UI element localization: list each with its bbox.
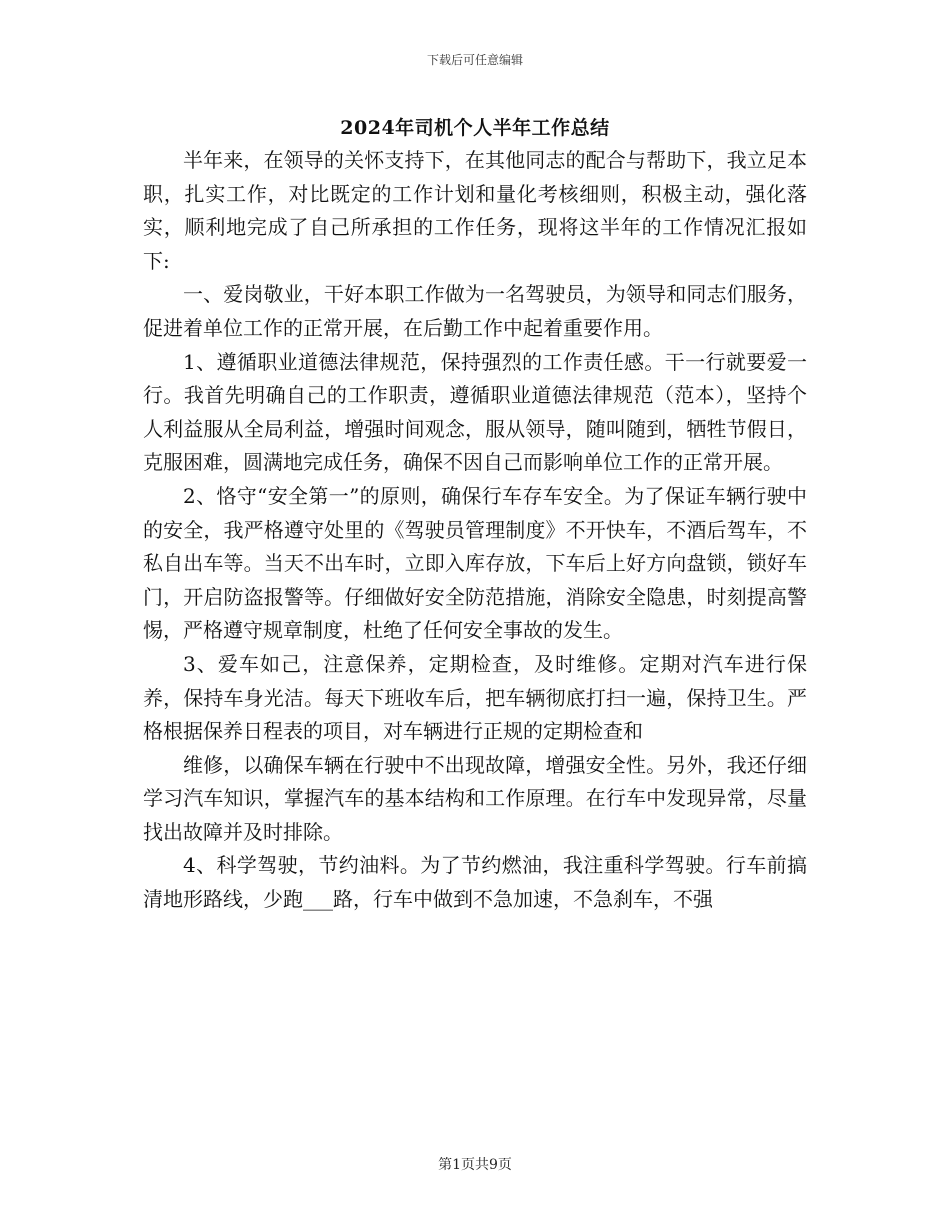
document-title: 2024年司机个人半年工作总结 [340,117,610,139]
paragraph-item-1: 1、遵循职业道德法律规范，保持强烈的工作责任感。干一行就要爱一行。我首先明确自己的工作职责，遵循职业道德法律规范（范本），坚持个人利益服从全局利益，增强时间观念，服从领导，随叫随到，牺牲节假日，克服困难，圆满地完成任务，确保不因自己而影响单位工作的正常开展。 [143,349,807,475]
paragraph-item-4: 4、科学驾驶，节约油料。为了节约燃油，我注重科学驾驶。行车前搞清地形路线，少跑___路，行车中做到不急加速，不急刹车，不强 [143,853,807,912]
paragraph-section-1: 一、爱岗敬业，干好本职工作做为一名驾驶员，为领导和同志们服务，促进着单位工作的正常开展，在后勤工作中起着重要作用。 [143,282,807,340]
page-number: 第1页共9页 [438,1157,512,1173]
paragraph-item-3: 3、爱车如己，注意保养，定期检查，及时维修。定期对汽车进行保养，保持车身光洁。每天下班收车后，把车辆彻底打扫一遍，保持卫生。严格根据保养日程表的项目，对车辆进行正规的定期检查和 [143,651,807,744]
paragraph-item-3-continued: 维修，以确保车辆在行驶中不出现故障，增强安全性。另外，我还仔细学习汽车知识，掌握汽车的基本结构和工作原理。在行车中发现异常，尽量找出故障并及时排除。 [143,752,807,844]
document-body [143,144,807,917]
paragraph-item-2: 2、恪守“安全第一”的原则，确保行车存车安全。为了保证车辆行驶中的安全，我严格遵守处里的《驾驶员管理制度》不开快车，不酒后驾车，不私自出车等。当天不出车时，立即入库存放，下车后上好方向盘锁，锁好车门，开启防盗报警等。仔细做好安全防范措施，消除安全隐患，时刻提高警惕，严格遵守规章制度，杜绝了任何安全事故的发生。 [143,483,807,643]
page-header-note: 下载后可任意编辑 [426,53,523,67]
paragraph-intro: 半年来，在领导的关怀支持下，在其他同志的配合与帮助下，我立足本职，扎实工作，对比既定的工作计划和量化考核细则，积极主动，强化落实，顺利地完成了自己所承担的工作任务，现将这半年的工作情况汇报如下: [143,148,807,273]
